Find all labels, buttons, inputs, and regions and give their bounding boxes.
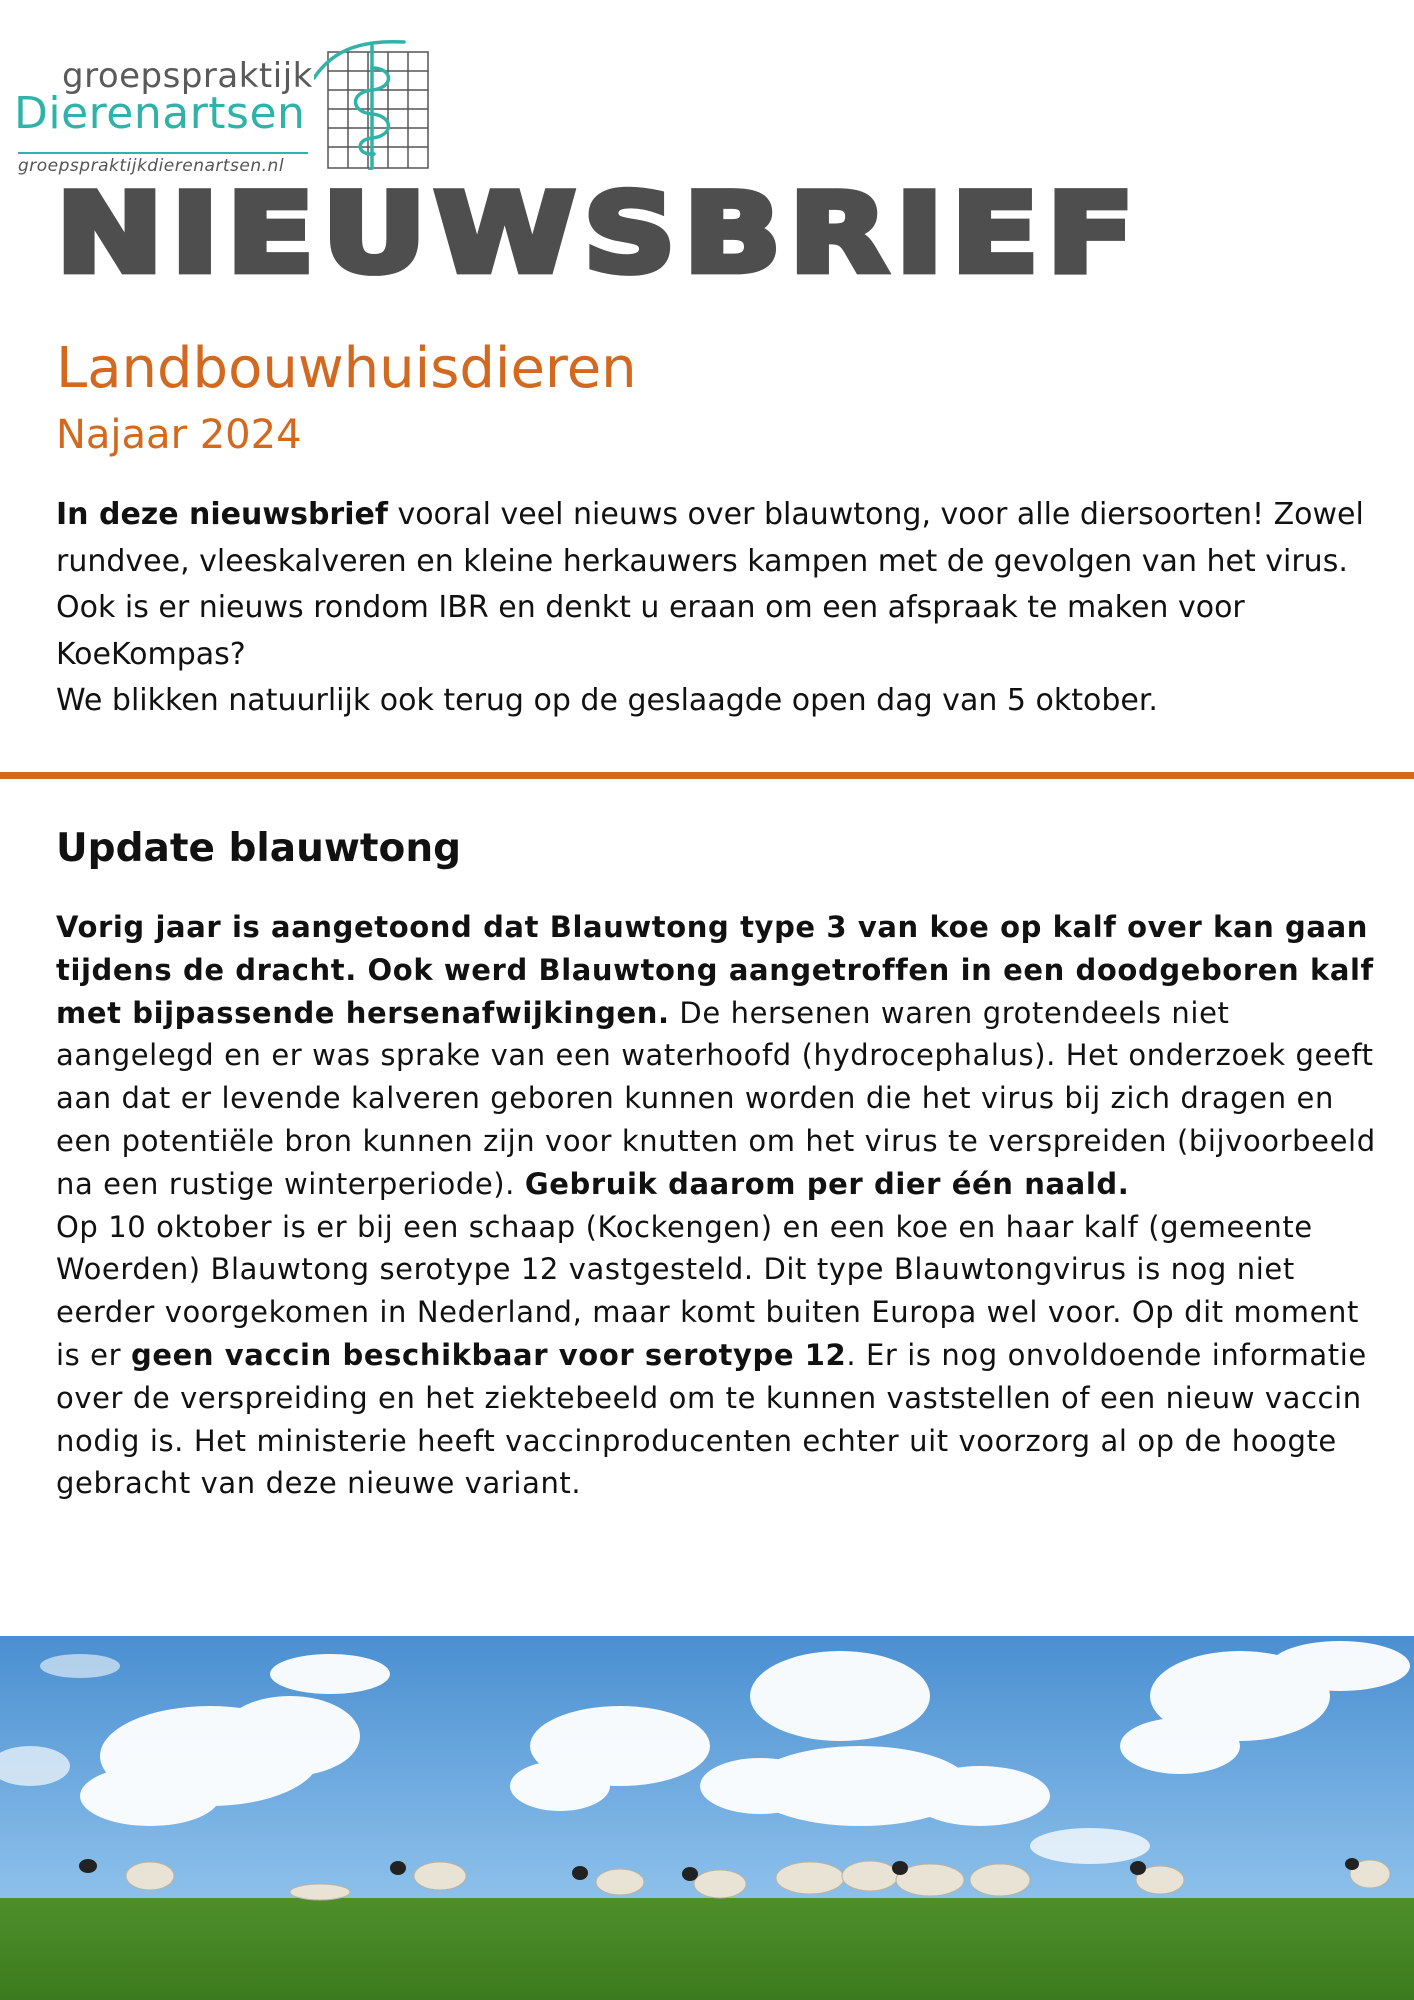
section-title: Update blauwtong xyxy=(56,826,462,871)
intro-paragraph xyxy=(56,492,1376,725)
logo-line1: groepspraktijk xyxy=(62,56,313,96)
logo-url: groepspraktijkdierenartsen.nl xyxy=(18,156,285,176)
sheep-photo-illustration xyxy=(0,1636,1414,2000)
article-paragraph-1 xyxy=(56,906,1376,1206)
logo-underline xyxy=(18,152,308,154)
newsletter-subtitle: Landbouwhuisdieren xyxy=(56,336,637,401)
article-p2-text: Op 10 oktober is er bij een schaap (Kockengen) en een koe en haar kalf (gemeente Woerden) Blauwtong serotype 12 vastgesteld. Dit type Blauwtongvirus is nog niet eerder voorgekomen in Nederland, maar komt buiten Europa wel voor. Op dit moment is er xyxy=(56,1209,1359,1372)
newsletter-season: Najaar 2024 xyxy=(56,412,302,458)
article-paragraph-2 xyxy=(56,1206,1376,1506)
logo xyxy=(14,26,434,176)
intro-lead: In deze nieuwsbrief xyxy=(56,497,388,532)
article-p2-bold: geen vaccin beschikbaar voor serotype 12 xyxy=(130,1337,847,1372)
logo-line2: Dierenartsen xyxy=(14,88,306,139)
article-p2-rest: . Er is nog onvoldoende informatie over de verspreiding en het ziektebeeld om te kunnen vaststellen of een nieuw vaccin nodig is. Het ministerie heeft vaccinproducenten echter uit voorzorg al op de hoogte gebracht van deze nieuwe variant. xyxy=(56,1337,1367,1501)
article-p1-text: De hersenen waren grotendeels niet aangelegd en er was sprake van een waterhoofd (hydrocephalus). Het onderzoek geeft aan dat er levende kalveren geboren kunnen worden die het virus bij zich dragen en een potentiële bron kunnen zijn voor knutten om het virus te verspreiden (bijvoorbeeld na een rustige winterperiode). xyxy=(56,995,1376,1201)
intro-text: vooral veel nieuws over blauwtong, voor alle diersoorten! Zowel rundvee, vleeskalveren en kleine herkauwers kampen met de gevolgen van het virus. Ook is er nieuws rondom IBR en denkt u eraan om een afspraak te maken voor KoeKompas? xyxy=(56,497,1364,672)
logo-grid-icon xyxy=(314,38,434,170)
article-p1-bold: Vorig jaar is aangetoond dat Blauwtong type 3 van koe op kalf over kan gaan tijdens de dracht. Ook werd Blauwtong aangetroffen in een doodgeboren kalf met bijpassende hersenafwijkingen. xyxy=(56,910,1374,1030)
article-p1-bold-end: Gebruik daarom per dier één naald. xyxy=(524,1166,1130,1201)
newsletter-title: NIEUWSBRIEF xyxy=(56,170,1143,298)
intro-line2: We blikken natuurlijk ook terug op de geslaagde open dag van 5 oktober. xyxy=(56,683,1158,718)
section-divider xyxy=(0,772,1414,779)
sheep-landscape-photo xyxy=(0,1636,1414,2000)
article-body xyxy=(56,906,1376,1505)
